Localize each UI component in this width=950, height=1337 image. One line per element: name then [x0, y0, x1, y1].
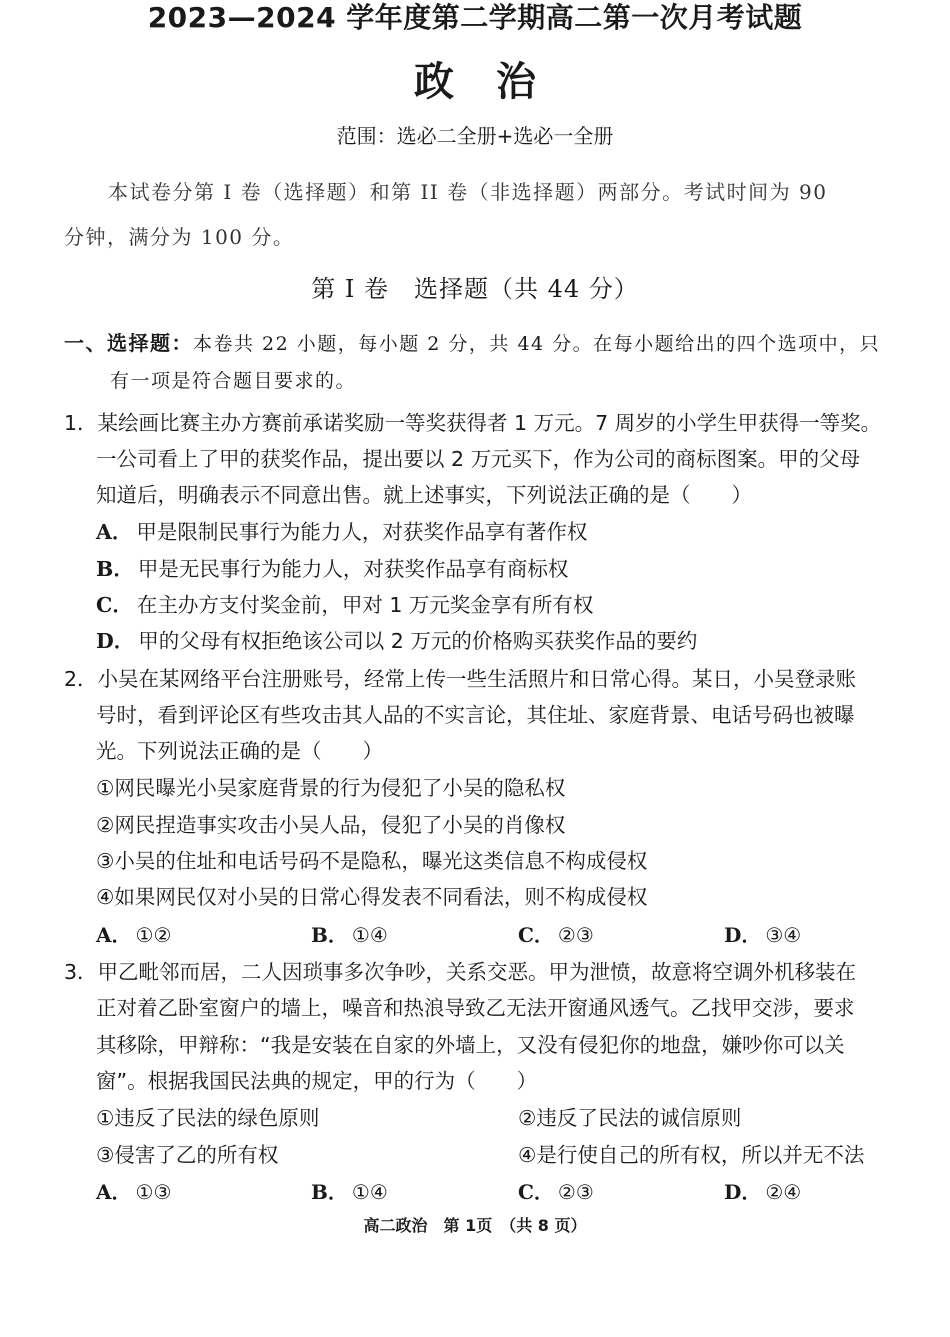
question-2-answer-a	[96, 920, 171, 950]
page-footer: 高二政治 第 1页 （共 8 页）	[363, 1216, 587, 1235]
answer-text: ①④	[351, 923, 388, 947]
intro-line-2: 分钟，满分为 100 分。	[64, 225, 295, 249]
question-3-stem-line-1: 3．甲乙毗邻而居，二人因琐事多次争吵，关系交恶。甲为泄愤，故意将空调外机移装在	[64, 960, 857, 984]
option-text: 甲是无民事行为能力人，对获奖作品享有商标权	[137, 557, 569, 581]
option-text: 在主办方支付奖金前，甲对 1 万元奖金享有所有权	[136, 593, 594, 617]
option-letter: B．	[96, 557, 134, 581]
question-3-stem-line-3: 其移除，甲辩称：“我是安装在自家的外墙上，又没有侵犯你的地盘，嫌吵你可以关	[96, 1033, 845, 1057]
question-2-stem-line-3: 光。下列说法正确的是（ ）	[96, 739, 383, 763]
question-3-stem-line-2: 正对着乙卧室窗户的墙上，噪音和热浪导致乙无法开窗通风透气。乙找甲交涉，要求	[96, 996, 855, 1020]
question-3-answer-a	[96, 1177, 171, 1207]
question-2-answer-d	[724, 920, 801, 950]
question-3-answer-b	[311, 1177, 388, 1207]
answer-text: ②③	[557, 1180, 594, 1204]
question-1-stem-line-2: 一公司看上了甲的获奖作品，提出要以 2 万元买下，作为公司的商标图案。甲的父母	[96, 447, 861, 471]
option-text: 甲是限制民事行为能力人，对获奖作品享有著作权	[136, 520, 588, 544]
question-1-option-c	[96, 590, 593, 620]
answer-letter: B．	[311, 923, 348, 947]
option-letter: C．	[96, 593, 133, 617]
answer-letter: D．	[724, 923, 762, 947]
question-3-answer-d	[724, 1177, 801, 1207]
question-3-statement-2: ②违反了民法的诚信原则	[518, 1106, 742, 1130]
exam-scope: 范围：选必二全册+选必一全册	[336, 124, 614, 148]
question-1-stem-line-3: 知道后，明确表示不同意出售。就上述事实，下列说法正确的是（ ）	[96, 483, 752, 507]
instructions-text: 本卷共 22 小题，每小题 2 分，共 44 分。在每小题给出的四个选项中，只	[193, 333, 881, 355]
question-2-answer-c	[518, 920, 594, 950]
answer-letter: A．	[96, 923, 132, 947]
instructions-line-1	[64, 328, 880, 359]
question-3-statement-4: ④是行使自己的所有权，所以并无不法	[518, 1143, 865, 1167]
instructions-line-2: 有一项是符合题目要求的。	[110, 370, 357, 392]
question-3-statement-1: ①违反了民法的绿色原则	[96, 1106, 320, 1130]
question-2-statement-1: ①网民曝光小吴家庭背景的行为侵犯了小吴的隐私权	[96, 776, 566, 800]
option-letter: D．	[96, 629, 135, 653]
answer-text: ③④	[765, 923, 802, 947]
answer-text: ①④	[351, 1180, 388, 1204]
exam-title: 2023—2024 学年度第二学期高二第一次月考试题	[147, 1, 803, 34]
question-3-stem-line-4: 窗”。根据我国民法典的规定，甲的行为（ ）	[96, 1069, 538, 1093]
question-1-option-d	[96, 626, 697, 656]
option-letter: A．	[96, 520, 133, 544]
answer-letter: B．	[311, 1180, 348, 1204]
answer-letter: C．	[518, 1180, 554, 1204]
question-1-option-a	[96, 517, 587, 547]
question-1-stem-line-1: 1．某绘画比赛主办方赛前承诺奖励一等奖获得者 1 万元。7 周岁的小学生甲获得一等奖。	[64, 411, 882, 435]
option-text: 甲的父母有权拒绝该公司以 2 万元的价格购买获奖作品的要约	[138, 629, 698, 653]
instructions-label: 一、选择题：	[64, 331, 193, 355]
section-title: 第 I 卷 选择题（共 44 分）	[311, 275, 639, 303]
question-2-answer-b	[311, 920, 388, 950]
answer-text: ①③	[135, 1180, 172, 1204]
question-2-statement-3: ③小吴的住址和电话号码不是隐私，曝光这类信息不构成侵权	[96, 849, 648, 873]
answer-letter: A．	[96, 1180, 132, 1204]
question-2-stem-line-2: 号时，看到评论区有些攻击其人品的不实言论，其住址、家庭背景、电话号码也被曝	[96, 703, 855, 727]
answer-text: ②④	[765, 1180, 802, 1204]
answer-text: ②③	[557, 923, 594, 947]
question-2-statement-4: ④如果网民仅对小吴的日常心得发表不同看法，则不构成侵权	[96, 885, 648, 909]
question-3-answer-c	[518, 1177, 594, 1207]
subject-heading: 政治	[414, 59, 578, 105]
answer-text: ①②	[135, 923, 172, 947]
question-2-stem-line-1: 2．小吴在某网络平台注册账号，经常上传一些生活照片和日常心得。某日，小吴登录账	[64, 667, 857, 691]
intro-line-1: 本试卷分第 I 卷（选择题）和第 II 卷（非选择题）两部分。考试时间为 90	[108, 180, 828, 204]
question-2-statement-2: ②网民捏造事实攻击小吴人品，侵犯了小吴的肖像权	[96, 813, 566, 837]
question-1-option-b	[96, 554, 568, 584]
answer-letter: C．	[518, 923, 554, 947]
question-3-statement-3: ③侵害了乙的所有权	[96, 1143, 279, 1167]
answer-letter: D．	[724, 1180, 762, 1204]
